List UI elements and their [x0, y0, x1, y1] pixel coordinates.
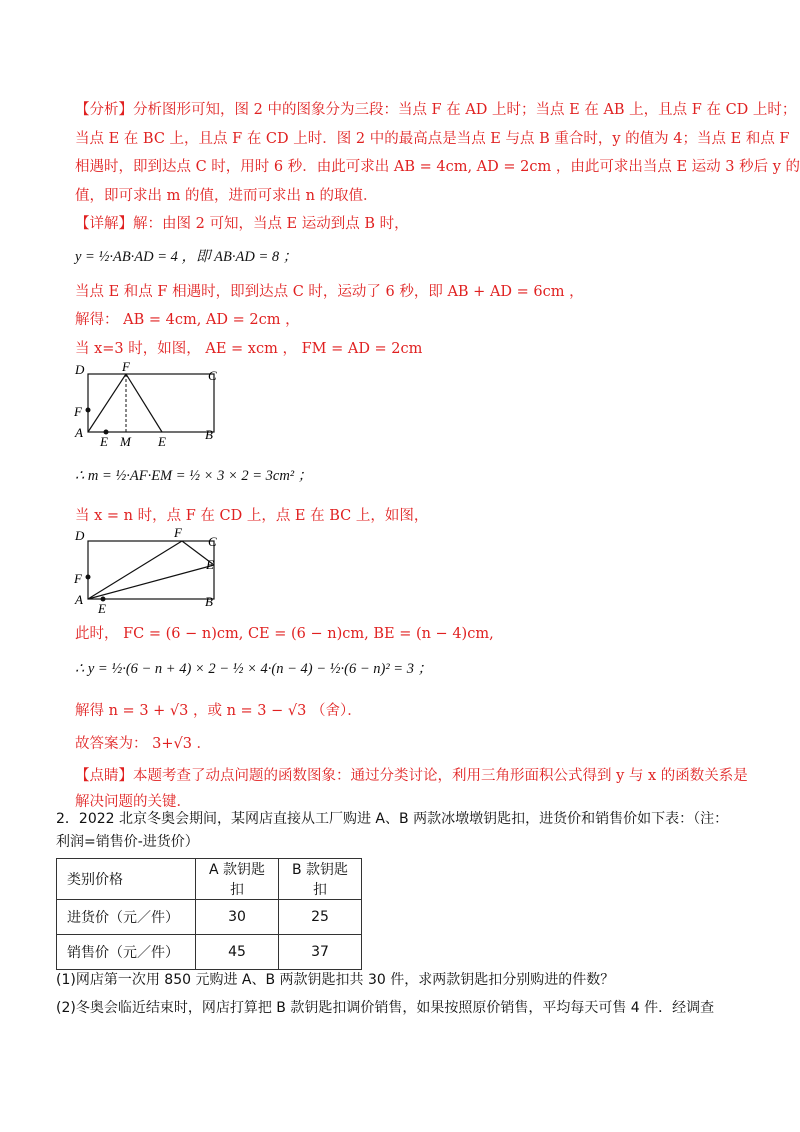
figure-2: [72, 527, 222, 617]
segment-af: [88, 541, 182, 599]
detail-line-9: ∴ y = ½·(6 − n + 4) × 2 − ½ × 4·(n − 4) − ½·(6 − n)² = 3 ；: [75, 661, 433, 677]
label-e-right: E: [206, 557, 214, 572]
table-cell: 25: [279, 900, 362, 935]
label-d: D: [75, 528, 85, 543]
question-sub-1: (1)网店第一次用 850 元购进 A、B 两款钥匙扣共 30 件，求两款钥匙扣分别购进的件数？: [56, 972, 615, 988]
table-cell: 30: [196, 900, 279, 935]
point-f: [86, 575, 91, 580]
table-header-cell: B 款钥匙扣: [279, 859, 362, 900]
question-sub-2: (2)冬奥会临近结束时，网店打算把 B 款钥匙扣调价销售，如果按照原价销售，平均每天可售 4 件．经调查: [56, 1000, 715, 1016]
detail-line-7: 当 x = n 时，点 F 在 CD 上，点 E 在 BC 上，如图，: [75, 508, 429, 524]
label-c: C: [208, 534, 217, 549]
label-m: M: [120, 434, 131, 448]
detail-line-1: 【详解】解：由图 2 可知，当点 E 运动到点 B 时，: [75, 216, 409, 232]
label-f-top: F: [122, 362, 130, 374]
detail-line-8: 此时， FC = (6 − n)cm, CE = (6 − n)cm, BE = (n − 4)cm,: [75, 626, 494, 642]
point-f: [86, 408, 91, 413]
table-header-cell: 类别价格: [57, 859, 196, 900]
label-a: A: [75, 425, 83, 440]
figure-1: [72, 362, 222, 448]
comment-line-2: 解决问题的关键．: [75, 794, 191, 810]
detail-line-10: 解得 n = 3 + √3 ，或 n = 3 − √3 （舍）．: [75, 703, 362, 719]
comment-line-1: 【点睛】本题考查了动点问题的函数图象：通过分类讨论，利用三角形面积公式得到 y 与 x 的函数关系是: [75, 768, 748, 784]
label-d: D: [75, 362, 85, 377]
analysis-line-1: 【分析】分析图形可知，图 2 中的图象分为三段：当点 F 在 AD 上时；当点 E 在 AB 上，且点 F 在 CD 上时；: [75, 102, 797, 118]
segment-fe: [126, 374, 162, 432]
segment-ae: [88, 565, 214, 599]
table-cell: 45: [196, 935, 279, 970]
analysis-line-4: 值，即可求出 m 的值，进而可求出 n 的取值．: [75, 188, 378, 204]
table-cell: 进货价（元／件）: [57, 900, 196, 935]
detail-line-4: 解得： AB = 4cm, AD = 2cm ，: [75, 312, 300, 328]
label-e1: E: [100, 434, 108, 448]
table-header-cell: A 款钥匙扣: [196, 859, 279, 900]
price-table: [56, 858, 362, 970]
question-line-1: 2．2022 北京冬奥会期间，某网店直接从工厂购进 A、B 两款冰墩墩钥匙扣，进货价和销售价如下表：（注：: [56, 811, 729, 827]
label-a: A: [75, 592, 83, 607]
label-b: B: [205, 427, 213, 442]
table-cell: 37: [279, 935, 362, 970]
detail-line-5: 当 x=3 时，如图， AE = xcm ， FM = AD = 2cm: [75, 341, 423, 357]
analysis-line-2: 当点 E 在 BC 上，且点 F 在 CD 上时．图 2 中的最高点是当点 E 与点 B 重合时，y 的值为 4；当点 E 和点 F: [75, 131, 790, 147]
label-c: C: [208, 368, 217, 383]
label-e-bottom: E: [98, 601, 106, 616]
table-row: [57, 935, 362, 970]
label-f-top: F: [174, 527, 182, 540]
detail-line-3: 当点 E 和点 F 相遇时，即到达点 C 时，运动了 6 秒，即 AB + AD = 6cm ，: [75, 284, 584, 300]
question-line-2: 利润=销售价-进货价）: [56, 834, 199, 850]
label-f-left: F: [74, 571, 82, 586]
analysis-line-3: 相遇时，即到达点 C 时，用时 6 秒．由此可求出 AB = 4cm, AD = 2cm ，由此可求出当点 E 运动 3 秒后 y 的: [75, 159, 800, 175]
segment-af: [88, 374, 126, 432]
detail-line-11: 故答案为： 3+√3 ．: [75, 736, 212, 752]
label-f-left: F: [74, 404, 82, 419]
table-header-row: [57, 859, 362, 900]
label-b: B: [205, 594, 213, 609]
table-cell: 销售价（元／件）: [57, 935, 196, 970]
label-e2: E: [158, 434, 166, 448]
detail-line-6: ∴ m = ½·AF·EM = ½ × 3 × 2 = 3cm² ；: [75, 468, 313, 484]
detail-line-2: y = ½·AB·AD = 4 ，即 AB·AD = 8 ；: [75, 249, 298, 265]
table-row: [57, 900, 362, 935]
